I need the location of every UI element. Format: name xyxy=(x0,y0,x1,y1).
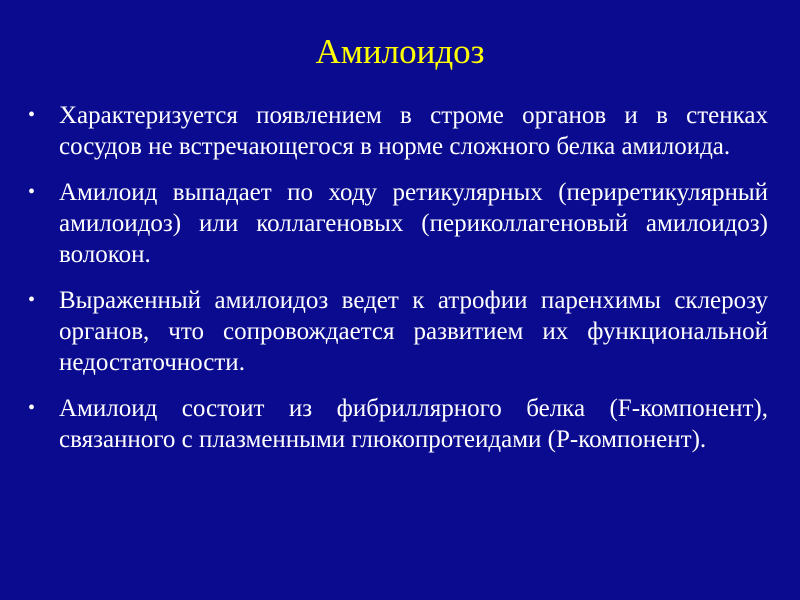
bullet-dot-icon: • xyxy=(28,397,36,419)
bullet-text: Амилоид состоит из фибриллярного белка (F-компонент), связанного с плазменными глюкопротеидами (P-компонент). xyxy=(59,395,768,453)
bullet-item xyxy=(28,100,768,162)
bullet-item xyxy=(28,177,768,270)
bullet-item xyxy=(28,285,768,378)
bullet-dot-icon: • xyxy=(28,104,36,126)
bullet-item xyxy=(28,393,768,455)
bullet-dot-icon: • xyxy=(28,289,36,311)
bullet-dot-icon: • xyxy=(28,181,36,203)
bullet-list xyxy=(28,100,768,470)
bullet-text: Выраженный амилоидоз ведет к атрофии паренхимы склерозу органов, что сопровождается развитием их функциональной недостаточности. xyxy=(59,287,768,376)
bullet-text: Амилоид выпадает по ходу ретикулярных (периретикулярный амилоидоз) или коллагеновых (периколлагеновый амилоидоз) волокон. xyxy=(59,179,768,268)
bullet-text: Характеризуется появлением в строме органов и в стенках сосудов не встречающегося в норме сложного белка амилоида. xyxy=(59,102,768,160)
slide-title: Амилоидоз xyxy=(315,32,485,71)
